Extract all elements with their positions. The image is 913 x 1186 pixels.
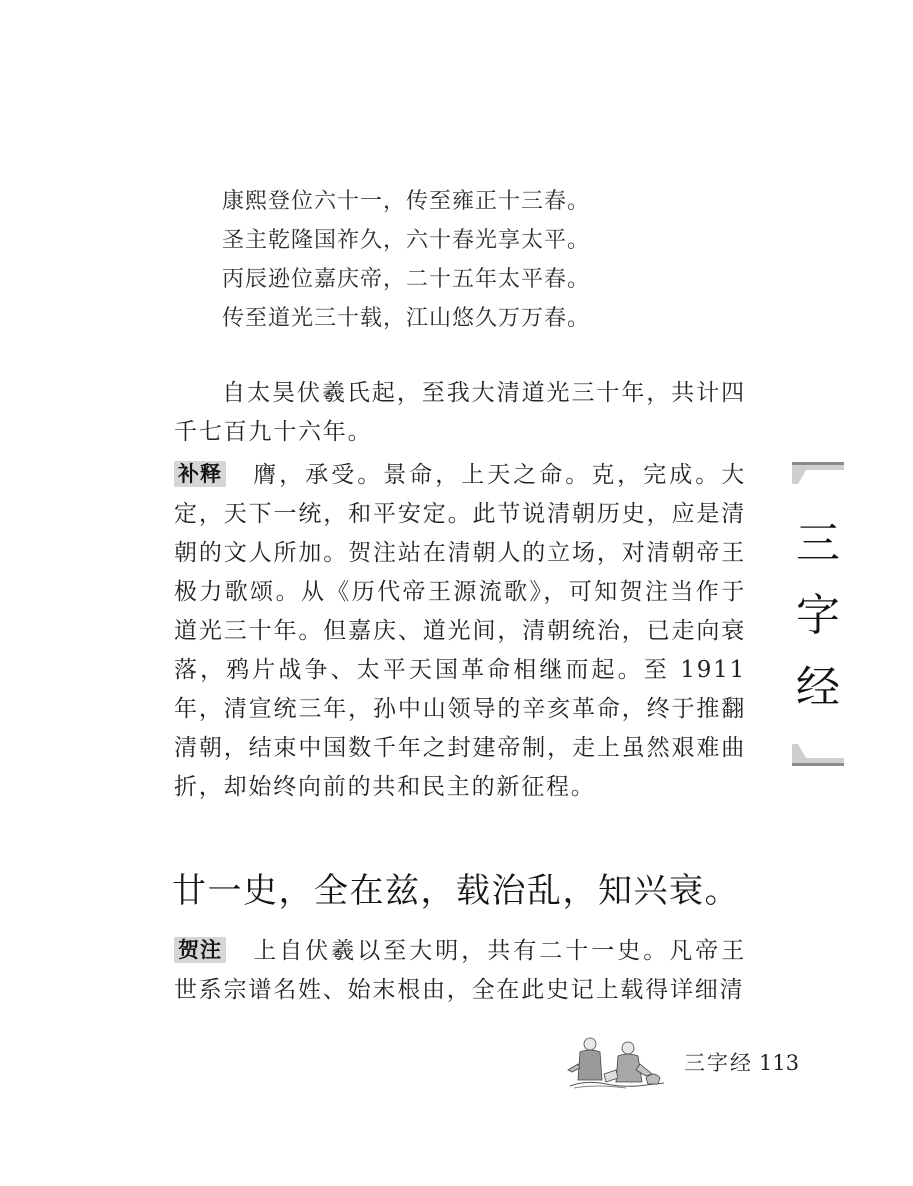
summary-text: 自太昊伏羲氏起，至我大清道光三十年，共计四千七百九十六年。 — [174, 380, 746, 445]
commentary-label: 贺注 — [174, 937, 226, 963]
bracket-bottom-icon — [792, 744, 844, 766]
footer-book-title: 三字经 — [684, 1051, 753, 1075]
poem-line: 传至道光三十载，江山悠久万万春。 — [222, 306, 591, 331]
bracket-top-icon — [792, 462, 844, 484]
side-title-tab — [792, 462, 844, 766]
supplement-text: 膺，承受。景命，上天之命。克，完成。大定，天下一统，和平安定。此节说清朝历史，应是清朝的文人所加。贺注站在清朝人的立场，对清朝帝王极力歌颂。从《历代帝王源流歌》，可知贺注当作于道光三十年。但嘉庆、道光间，清朝统治，已走向衰落，鸦片战争、太平天国革命相继而起。至 1911 年，清宣统三年，孙中山领导的辛亥革命，终于推翻清朝，结束中国数千年之封建帝制，走上虽然艰难曲折，却始终向前的共和民主的新征程。 — [174, 462, 746, 800]
poem-line: 康熙登位六十一，传至雍正十三春。 — [222, 189, 591, 214]
poem-line: 丙辰逊位嘉庆帝，二十五年太平春。 — [222, 267, 591, 292]
side-tab-char: 三 — [796, 518, 840, 569]
side-tab-char: 经 — [796, 662, 840, 713]
commentary-paragraph — [174, 932, 746, 1010]
summary-paragraph — [174, 374, 746, 452]
supplement-label: 补释 — [174, 461, 226, 487]
page-footer — [684, 1049, 799, 1077]
poem-block — [222, 182, 590, 338]
verse-heading: 廿一史，全在兹，载治乱，知兴衰。 — [172, 871, 740, 911]
side-tab-char: 字 — [796, 590, 840, 641]
side-tab-title — [792, 508, 844, 724]
page-number: 113 — [759, 1051, 800, 1075]
scholars-illustration-icon — [566, 1030, 666, 1090]
poem-line: 圣主乾隆国祚久，六十春光享太平。 — [222, 228, 591, 253]
supplement-paragraph — [174, 456, 746, 807]
commentary-text: 上自伏羲以至大明，共有二十一史。凡帝王世系宗谱名姓、始末根由，全在此史记上载得详细清 — [174, 938, 746, 1003]
